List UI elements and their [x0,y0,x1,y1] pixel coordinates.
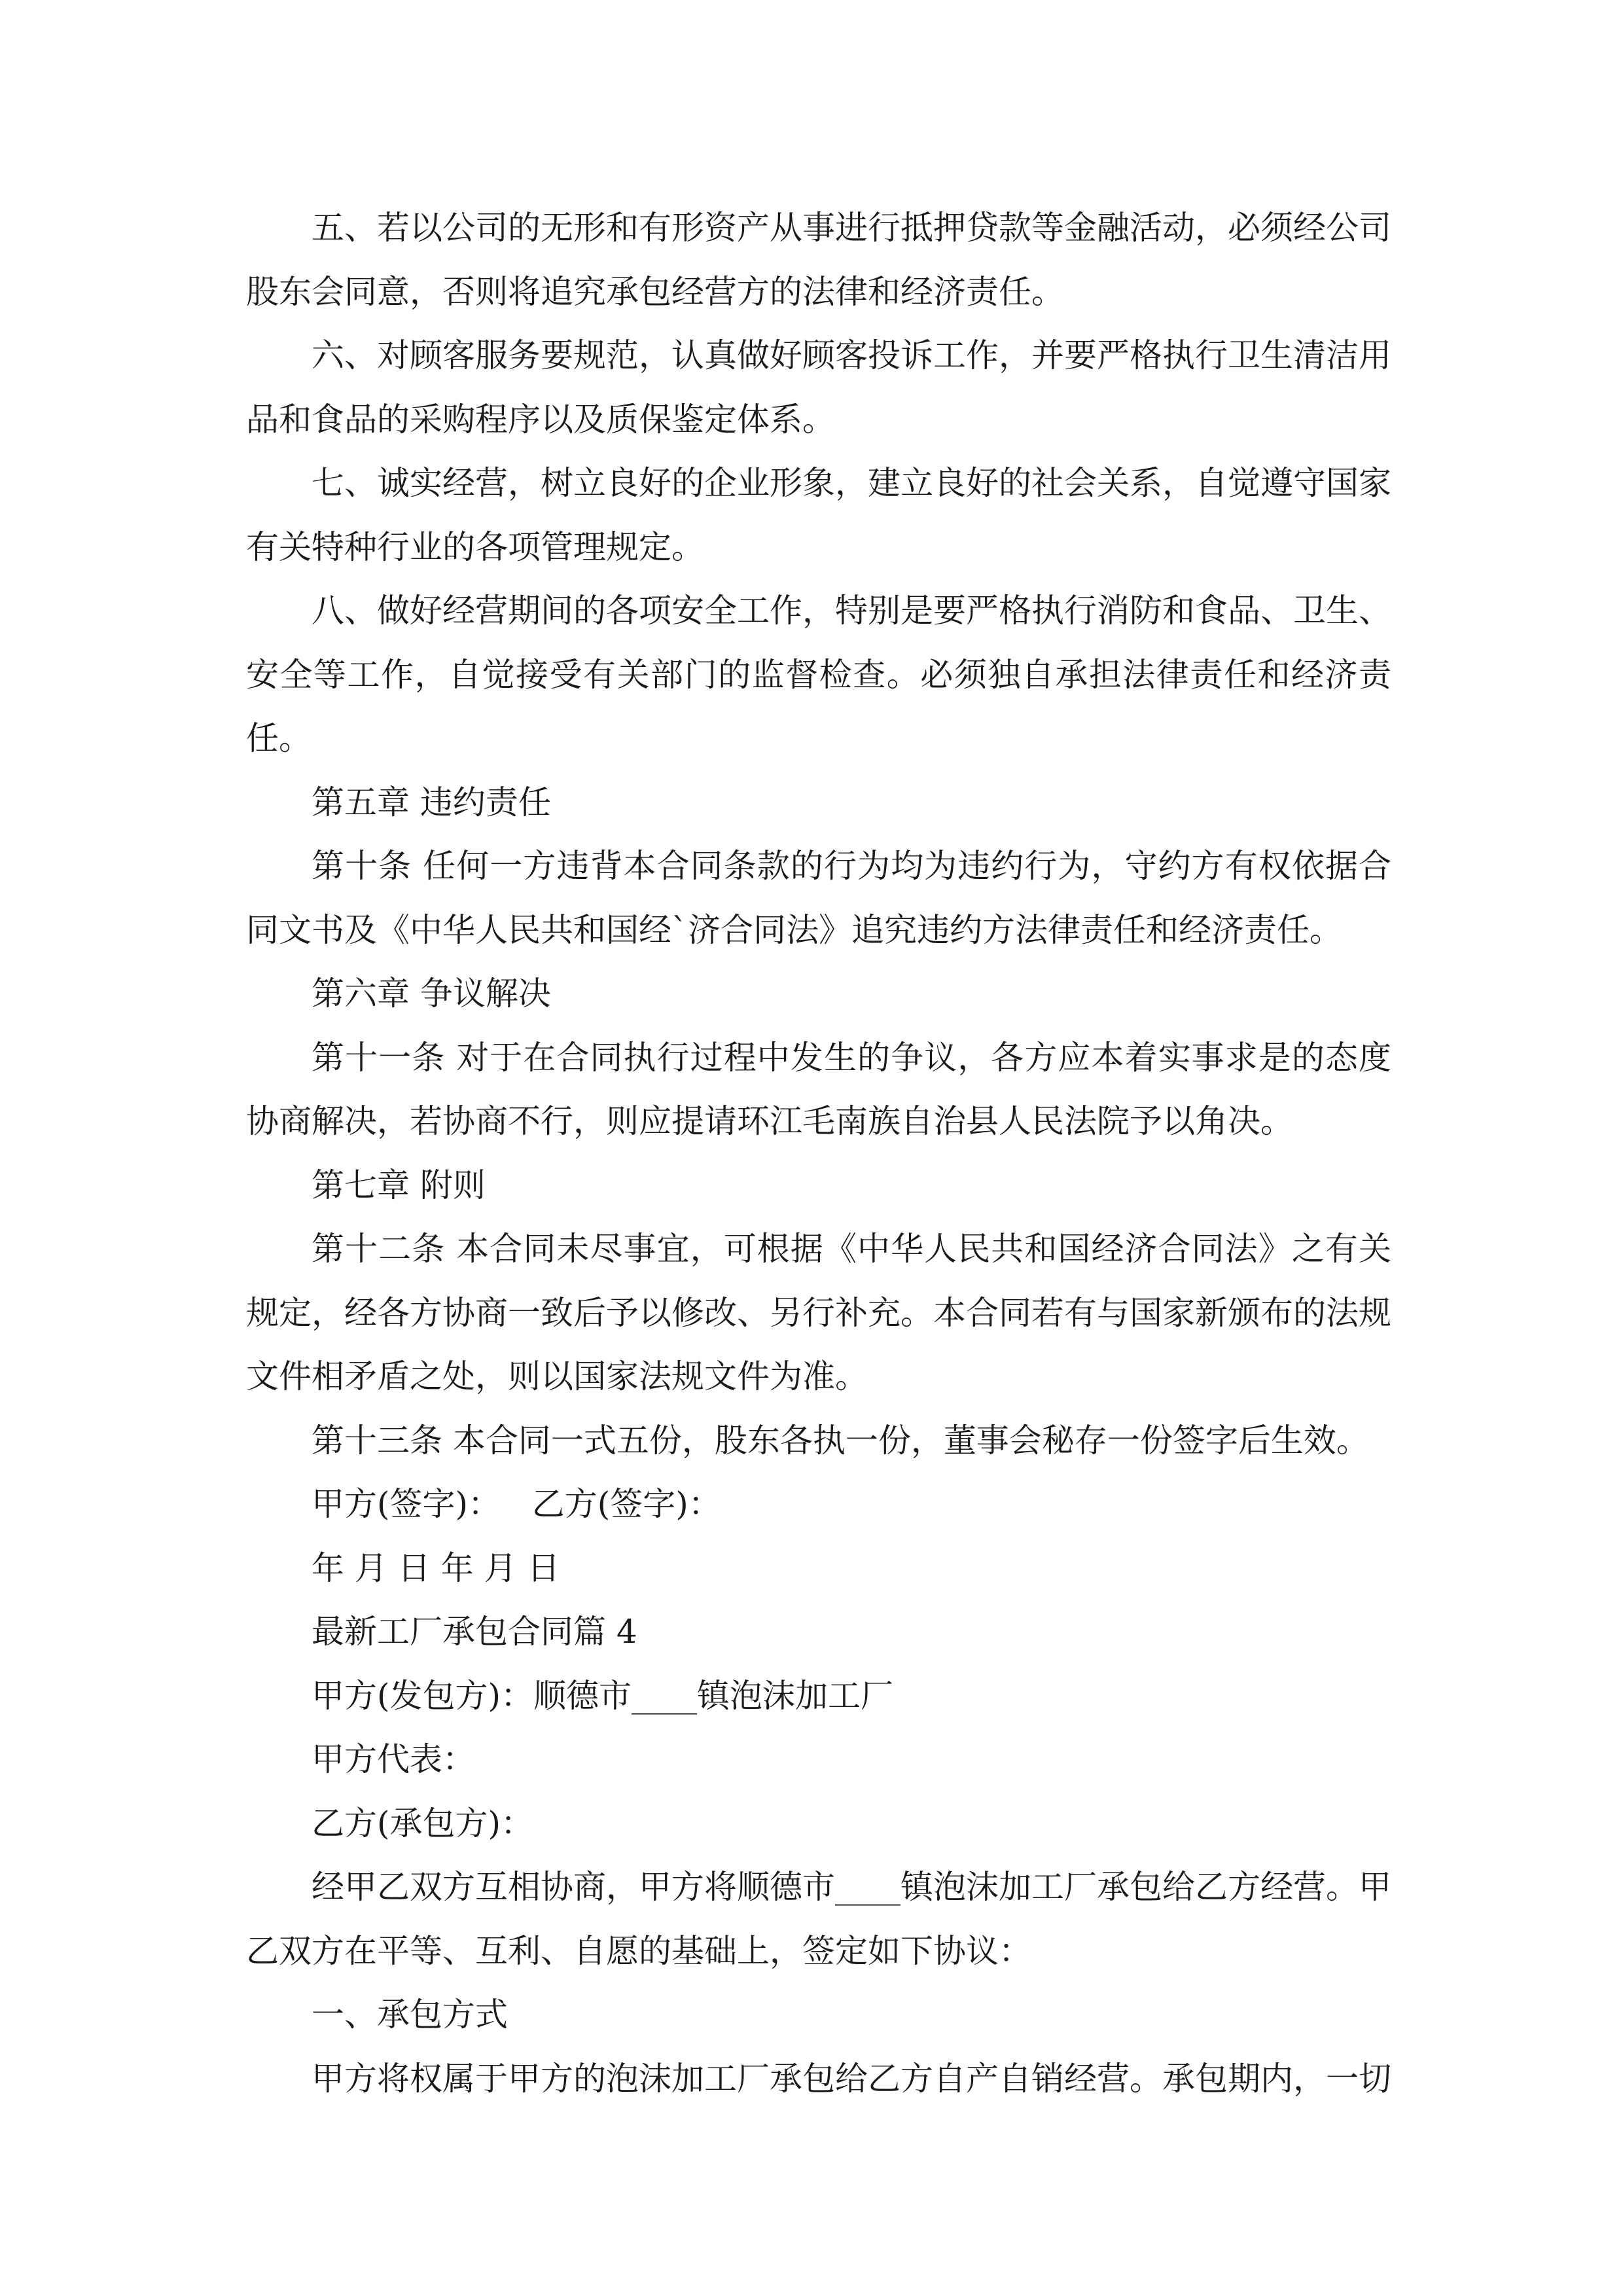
signature-line: 甲方(签字)： 乙方(签字)： [312,1485,721,1523]
section-title: 最新工厂承包合同篇 4 [312,1613,637,1651]
date-line: 年 月 日 年 月 日 [312,1549,560,1587]
document-body [246,196,1391,2111]
agreement-paragraph: 经甲乙双方互相协商，甲方将顺德市____镇泡沫加工厂承包给乙方经营。甲乙双方在平等、互利、自愿的基础上，签定如下协议： [246,1868,1391,1970]
agreement-paragraph: 甲方将权属于甲方的泡沫加工厂承包给乙方自产自销经营。承包期内，一切 [312,2059,1391,2098]
clause-paragraph: 八、做好经营期间的各项安全工作，特别是要严格执行消防和食品、卫生、安全等工作，自觉接受有关部门的监督检查。必须独自承担法律责任和经济责任。 [246,592,1391,757]
section-heading: 一、承包方式 [312,1996,508,2034]
party-b-line: 乙方(承包方)： [312,1804,534,1842]
clause-paragraph: 五、若以公司的无形和有形资产从事进行抵押贷款等金融活动，必须经公司股东会同意，否则将追究承包经营方的法律和经济责任。 [246,209,1391,311]
party-a-representative-line: 甲方代表： [312,1740,475,1778]
article-paragraph: 第十一条 对于在合同执行过程中发生的争议，各方应本着实事求是的态度协商解决，若协商不行，则应提请环江毛南族自治县人民法院予以角决。 [246,1038,1391,1140]
article-paragraph: 第十条 任何一方违背本合同条款的行为均为违约行为，守约方有权依据合同文书及《中华人民共和国经`济合同法》追究违约方法律责任和经济责任。 [246,847,1391,949]
article-paragraph: 第十二条 本合同未尽事宜，可根据《中华人民共和国经济合同法》之有关规定，经各方协商一致后予以修改、另行补充。本合同若有与国家新颁布的法规文件相矛盾之处，则以国家法规文件为准。 [246,1230,1391,1395]
article-paragraph: 第十三条 本合同一式五份，股东各执一份，董事会秘存一份签字后生效。 [312,1421,1369,1460]
chapter-heading: 第六章 争议解决 [312,975,551,1013]
party-a-line: 甲方(发包方)：顺德市____镇泡沫加工厂 [312,1676,894,1715]
chapter-heading: 第五章 违约责任 [312,783,551,821]
clause-paragraph: 七、诚实经营，树立良好的企业形象，建立良好的社会关系，自觉遵守国家有关特种行业的各项管理规定。 [246,464,1391,566]
clause-paragraph: 六、对顾客服务要规范，认真做好顾客投诉工作，并要严格执行卫生清洁用品和食品的采购程序以及质保鉴定体系。 [246,336,1391,439]
chapter-heading: 第七章 附则 [312,1166,486,1204]
